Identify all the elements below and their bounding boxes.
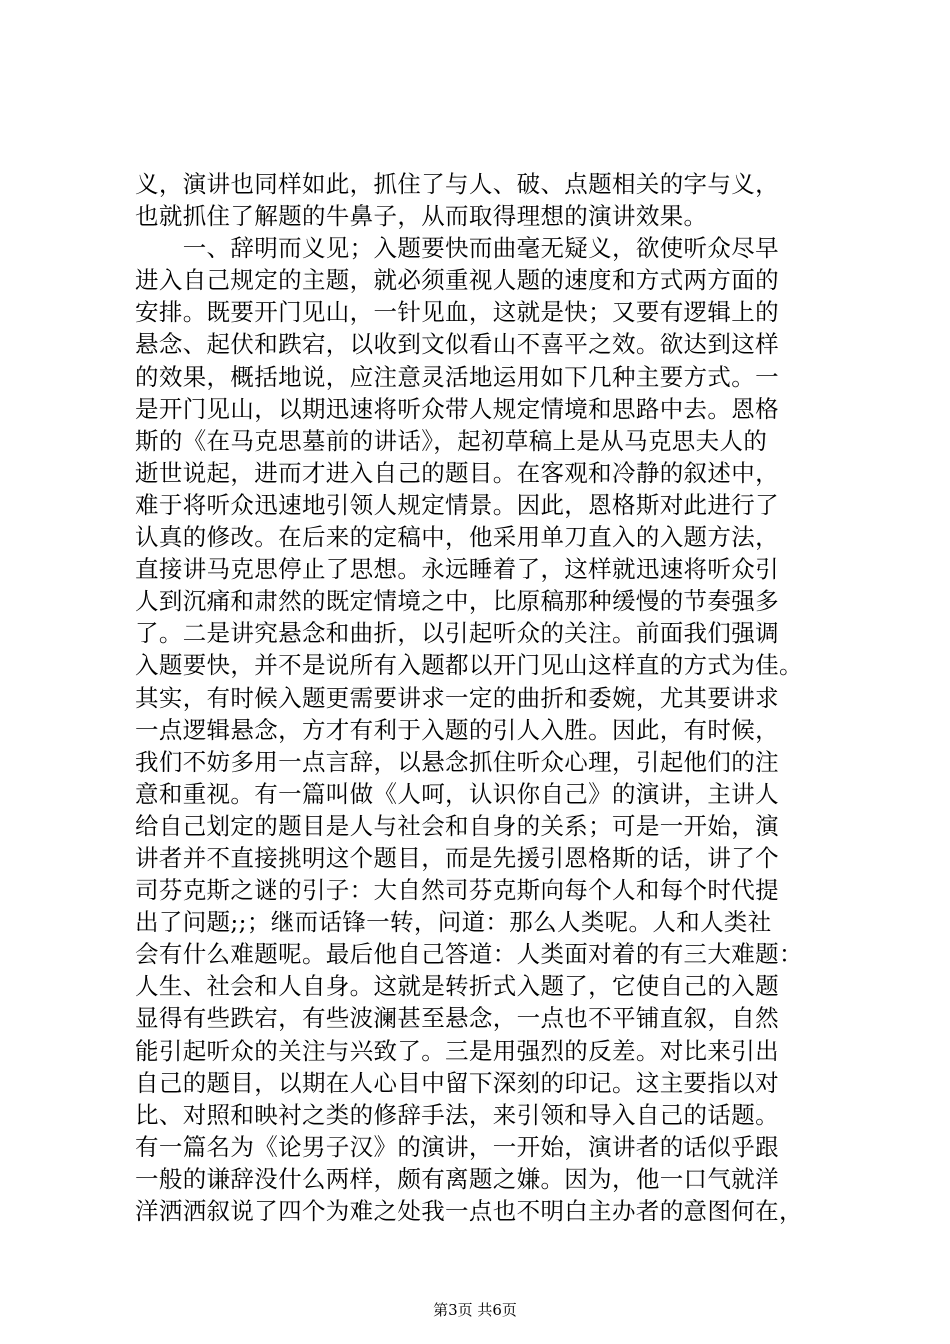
text-line: 一、辞明而义见；入题要快而曲毫无疑义，欲使听众尽早: [135, 234, 779, 263]
text-line: 能引起听众的关注与兴致了。三是用强烈的反差。对比来引出: [135, 1036, 779, 1065]
body-text: [135, 168, 855, 1227]
text-line: 自己的题目，以期在人心目中留下深刻的印记。这主要指以对: [135, 1068, 779, 1097]
text-line: 比、对照和映衬之类的修辞手法，来引领和导入自己的话题。: [135, 1100, 779, 1129]
text-line: 是开门见山，以期迅速将听众带人规定情境和思路中去。恩格: [135, 394, 779, 423]
text-line: 难于将听众迅速地引领人规定情景。因此，恩格斯对此进行了: [135, 490, 779, 519]
text-line: 斯的《在马克思墓前的讲话》，起初草稿上是从马克思夫人的: [135, 426, 768, 455]
page-number: 第3页 共6页: [433, 1301, 517, 1319]
text-line: 直接讲马克思停止了思想。永远睡着了，这样就迅速将听众引: [135, 555, 779, 584]
text-line: 安排。既要开门见山，一针见血，这就是快；又要有逻辑上的: [135, 298, 779, 327]
text-line: 进入自己规定的主题，就必须重视人题的速度和方式两方面的: [135, 266, 779, 295]
text-line: 会有什么难题呢。最后他自己答道：人类面对着的有三大难题：: [135, 940, 803, 969]
text-line: 的效果，概括地说，应注意灵活地运用如下几种主要方式。一: [135, 362, 779, 391]
text-line: 司芬克斯之谜的引子：大自然司芬克斯向每个人和每个时代提: [135, 876, 779, 905]
text-line: 其实，有时候入题更需要讲求一定的曲折和委婉，尤其要讲求: [135, 683, 779, 712]
text-line: 洋洒洒叙说了四个为难之处我一点也不明白主办者的意图何在，: [135, 1197, 803, 1225]
text-line: 一般的谦辞没什么两样，颇有离题之嫌。因为，他一口气就洋: [135, 1164, 779, 1193]
text-line: 悬念、起伏和跌宕，以收到文似看山不喜平之效。欲达到这样: [135, 330, 779, 359]
text-line: 入题要快，并不是说所有入题都以开门见山这样直的方式为佳。: [135, 651, 803, 680]
text-line: 逝世说起，进而才进入自己的题目。在客观和冷静的叙述中，: [135, 458, 779, 487]
text-line: 我们不妨多用一点言辞，以悬念抓住听众心理，引起他们的注: [135, 747, 779, 776]
text-line: 讲者并不直接挑明这个题目，而是先援引恩格斯的话，讲了个: [135, 843, 779, 872]
text-line: 人生、社会和人自身。这就是转折式入题了，它使自己的入题: [135, 972, 779, 1001]
text-line: 出了问题;;；继而话锋一转，问道：那么人类呢。人和人类社: [135, 908, 772, 937]
text-line: 义，演讲也同样如此，抓住了与人、破、点题相关的字与义，: [135, 170, 779, 198]
text-line: 显得有些跌宕，有些波澜甚至悬念，一点也不平铺直叙，自然: [135, 1004, 779, 1033]
text-line: 认真的修改。在后来的定稿中，他采用单刀直入的入题方法，: [135, 523, 779, 552]
text-line: 有一篇名为《论男子汉》的演讲，一开始，演讲者的话似乎跟: [135, 1132, 779, 1161]
text-line: 人到沉痛和肃然的既定情境之中，比原稿那种缓慢的节奏强多: [135, 587, 779, 616]
page-footer: [0, 1300, 950, 1320]
text-line: 给自己划定的题目是人与社会和自身的关系；可是一开始，演: [135, 811, 779, 840]
text-line: 意和重视。有一篇叫做《人呵，认识你自己》的演讲，主讲人: [135, 779, 779, 808]
text-line: 了。二是讲究悬念和曲折，以引起听众的关注。前面我们强调: [135, 619, 779, 648]
text-line: 一点逻辑悬念，方才有利于入题的引人入胜。因此，有时候，: [135, 715, 779, 744]
text-line: 也就抓住了解题的牛鼻子，从而取得理想的演讲效果。: [135, 202, 708, 231]
